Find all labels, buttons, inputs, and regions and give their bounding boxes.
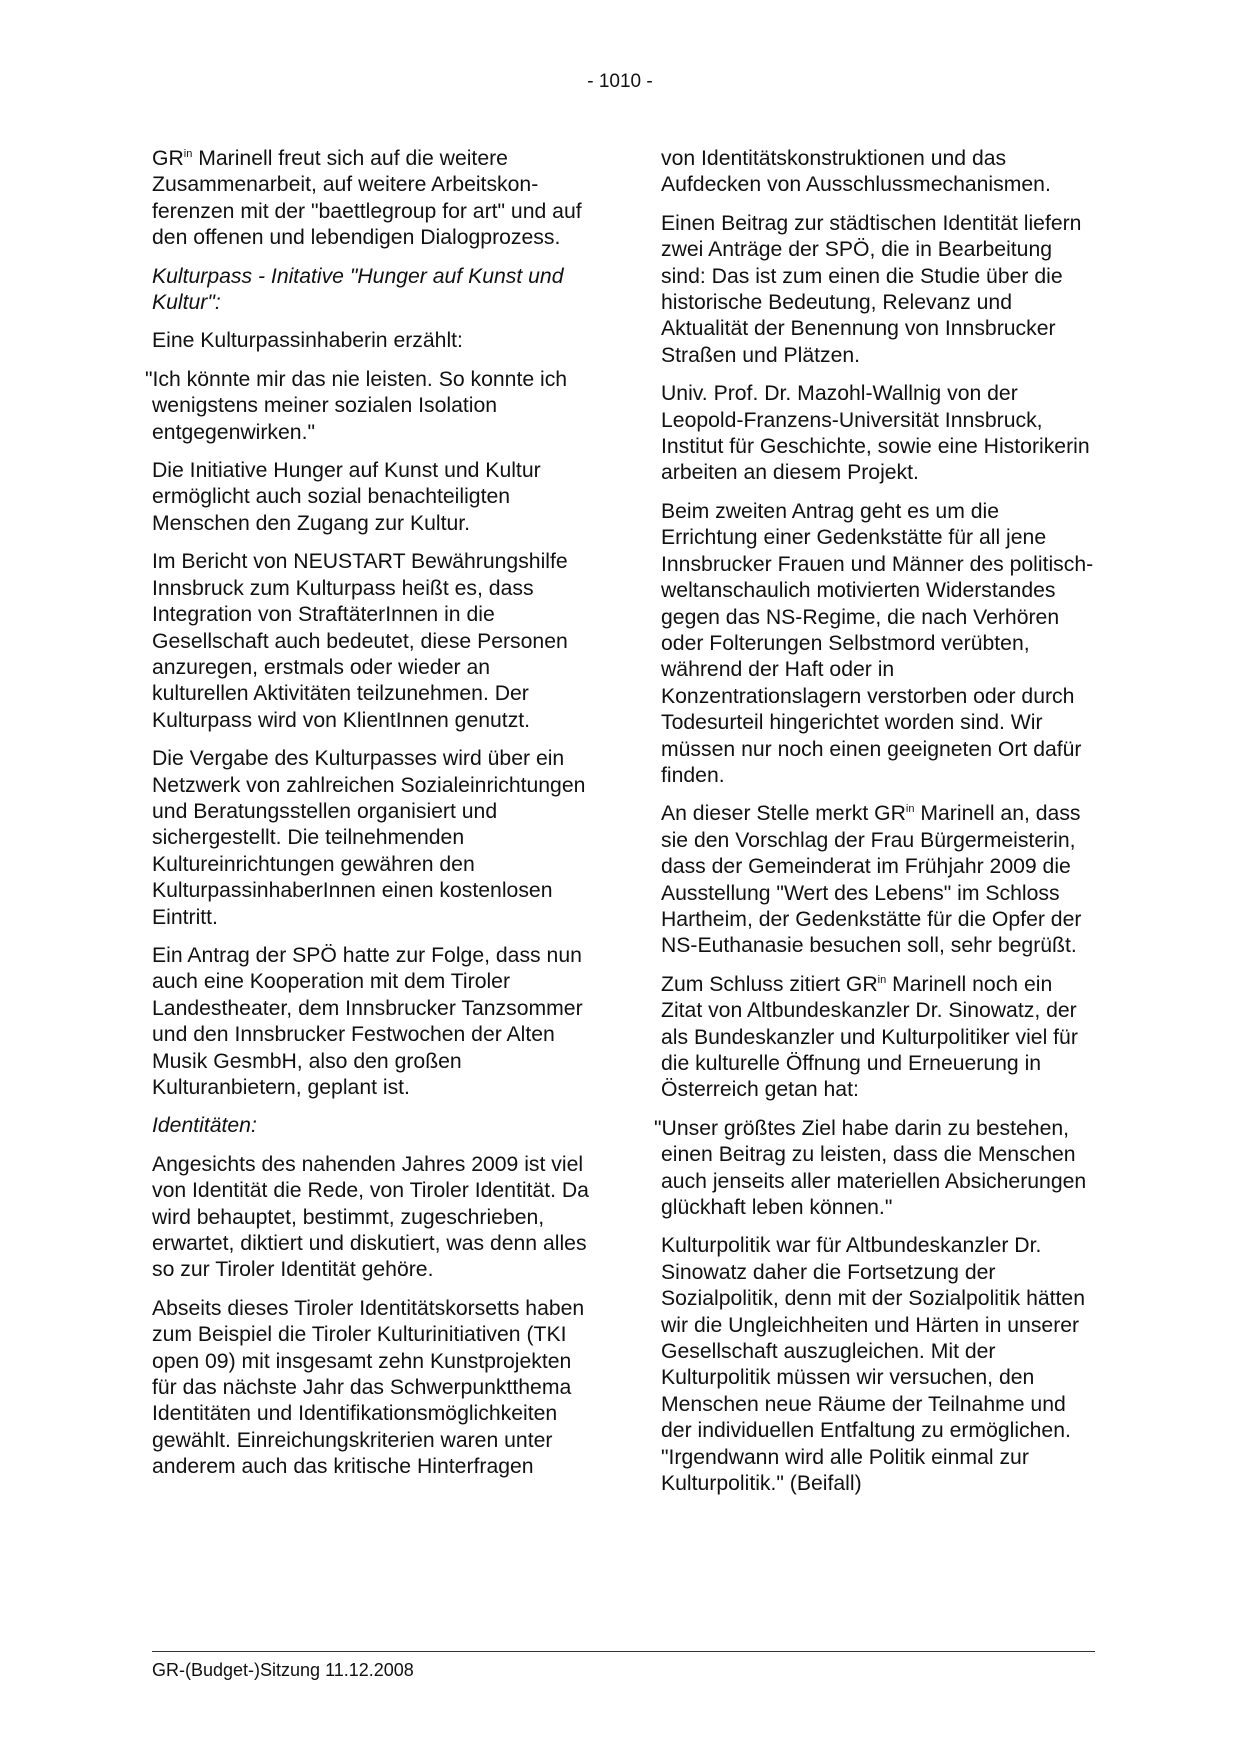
paragraph bbox=[152, 146, 590, 252]
paragraph: Beim zweiten Antrag geht es um die Errichtung einer Gedenkstätte für all jene Innsbrucker Frauen und Männer des politisch-weltanschaulich motivierten Widerstandes gegen das NS-Regime, die nach Verhören oder Folterungen Selbstmord verübten, während der Haft oder in Konzentrationslagern verstorben oder durch Todesurteil hingerichtet worden sind. Wir müssen nur noch einen geeigneten Ort dafür finden. bbox=[661, 499, 1094, 787]
paragraph: Die Vergabe des Kulturpasses wird über ein Netzwerk von zahlreichen Sozialeinrichtungen und Beratungsstellen organisiert und sichergestellt. Die teilnehmenden Kultureinrichtungen gewähren den KulturpassinhaberInnen einen kostenlosen Eintritt. bbox=[152, 747, 586, 929]
paragraph: Die Initiative Hunger auf Kunst und Kultur ermöglicht auch sozial benachteiligten Menschen den Zugang zur Kultur. bbox=[152, 459, 541, 535]
quote: "Unser größtes Ziel habe darin zu bestehen, einen Beitrag zu leisten, dass die Menschen auch jenseits aller materiellen Absicherungen glückhaft leben können." bbox=[654, 1116, 1087, 1220]
quote: "Ich könnte mir das nie leisten. So konnte ich wenigstens meiner sozialen Isolation entgegenwirken." bbox=[145, 367, 568, 444]
paragraph: Ein Antrag der SPÖ hatte zur Folge, dass nun auch eine Kooperation mit dem Tiroler Landestheater, dem Innsbrucker Tanzsommer und den Innsbrucker Festwochen der Alten Musik GesmbH, also den großen Kulturanbietern, geplant ist. bbox=[152, 943, 583, 1099]
paragraph bbox=[661, 801, 1099, 959]
paragraph: von Identitätskonstruktionen und das Aufdecken von Ausschlussmechanismen. bbox=[661, 147, 1051, 197]
title-superscript: in bbox=[877, 973, 887, 986]
speaker-title: GR bbox=[152, 147, 184, 170]
page-number: - 1010 - bbox=[587, 71, 653, 92]
paragraph-text: Marinell an, dass sie den Vorschlag der Frau Bürgermeisterin, dass der Gemeinderat im Frühjahr 2009 die Ausstellung "Wert des Lebens" im Schloss Hartheim, der Gedenkstätte für die Opfer der NS-Euthanasie besuchen soll, sehr begrüßt. bbox=[661, 802, 1082, 958]
title-superscript: in bbox=[905, 803, 915, 816]
paragraph-text: Marinell freut sich auf die weitere Zusammenarbeit, auf weitere Arbeitskonferenzen mit der "baettlegroup for art" und auf den offenen und lebendigen Dialogprozess. bbox=[152, 147, 582, 250]
paragraph: Einen Beitrag zur städtischen Identität liefern zwei Anträge der SPÖ, die in Bearbeitung sind: Das ist zum einen die Studie über die historische Bedeutung, Relevanz und Aktualität der Benennung von Innsbrucker Straßen und Plätzen. bbox=[661, 211, 1082, 367]
right-column bbox=[654, 146, 1099, 1510]
footer-divider bbox=[152, 1651, 1095, 1652]
section-heading-kulturpass: Kulturpass - Initative "Hunger auf Kunst und Kultur": bbox=[152, 264, 564, 315]
section-heading-identitaeten: Identitäten: bbox=[152, 1114, 257, 1138]
left-column bbox=[145, 146, 590, 1493]
paragraph: Univ. Prof. Dr. Mazohl-Wallnig von der Leopold-Franzens-Universität Innsbruck, Institut für Geschichte, sowie eine Historikerin arbeiten an diesem Projekt. bbox=[661, 382, 1090, 485]
paragraph-text: An dieser Stelle merkt GR bbox=[661, 802, 906, 826]
title-superscript: in bbox=[183, 148, 193, 160]
paragraph: Im Bericht von NEUSTART Bewährungshilfe Innsbruck zum Kulturpass heißt es, dass Integration von StraftäterInnen in die Gesellschaft auch bedeutet, diese Personen anzuregen, erstmals oder wieder an kulturellen Aktivitäten teilzunehmen. Der Kulturpass wird von KlientInnen genutzt. bbox=[152, 550, 568, 732]
paragraph-text: Zum Schluss zitiert GR bbox=[661, 972, 878, 996]
paragraph bbox=[661, 972, 1099, 1104]
paragraph: Angesichts des nahenden Jahres 2009 ist viel von Identität die Rede, von Tiroler Identität. Da wird behauptet, bestimmt, zugeschrieben, erwartet, diktiert und diskutiert, was denn alles so zur Tiroler Identität gehöre. bbox=[152, 1152, 589, 1282]
paragraph: Kulturpolitik war für Altbundeskanzler Dr. Sinowatz daher die Fortsetzung der Sozialpolitik, denn mit der Sozialpolitik hätten wir die Ungleichheiten und Härten in unserer Gesellschaft auszugleichen. Mit der Kulturpolitik müssen wir versuchen, den Menschen neue Räume der Teilnahme und der individuellen Entfaltung zu ermöglichen. "Irgendwann wird alle Politik einmal zur Kulturpolitik." (Beifall) bbox=[661, 1234, 1085, 1496]
footer-session-label: GR-(Budget-)Sitzung 11.12.2008 bbox=[152, 1660, 414, 1680]
paragraph: Abseits dieses Tiroler Identitätskorsetts haben zum Beispiel die Tiroler Kulturinitiativen (TKI open 09) mit insgesamt zehn Kunstprojekten für das nächste Jahr das Schwerpunktthema Identitäten und Identifikationsmöglichkeiten gewählt. Einreichungskriterien waren unter anderem auch das kritische Hinterfragen bbox=[152, 1296, 585, 1479]
paragraph-text: Marinell noch ein Zitat von Altbundeskanzler Dr. Sinowatz, der als Bundeskanzler und Kulturpolitiker viel für die kulturelle Öffnung und Erneuerung in Österreich getan hat: bbox=[661, 972, 1078, 1102]
paragraph: Eine Kulturpassinhaberin erzählt: bbox=[152, 329, 463, 353]
